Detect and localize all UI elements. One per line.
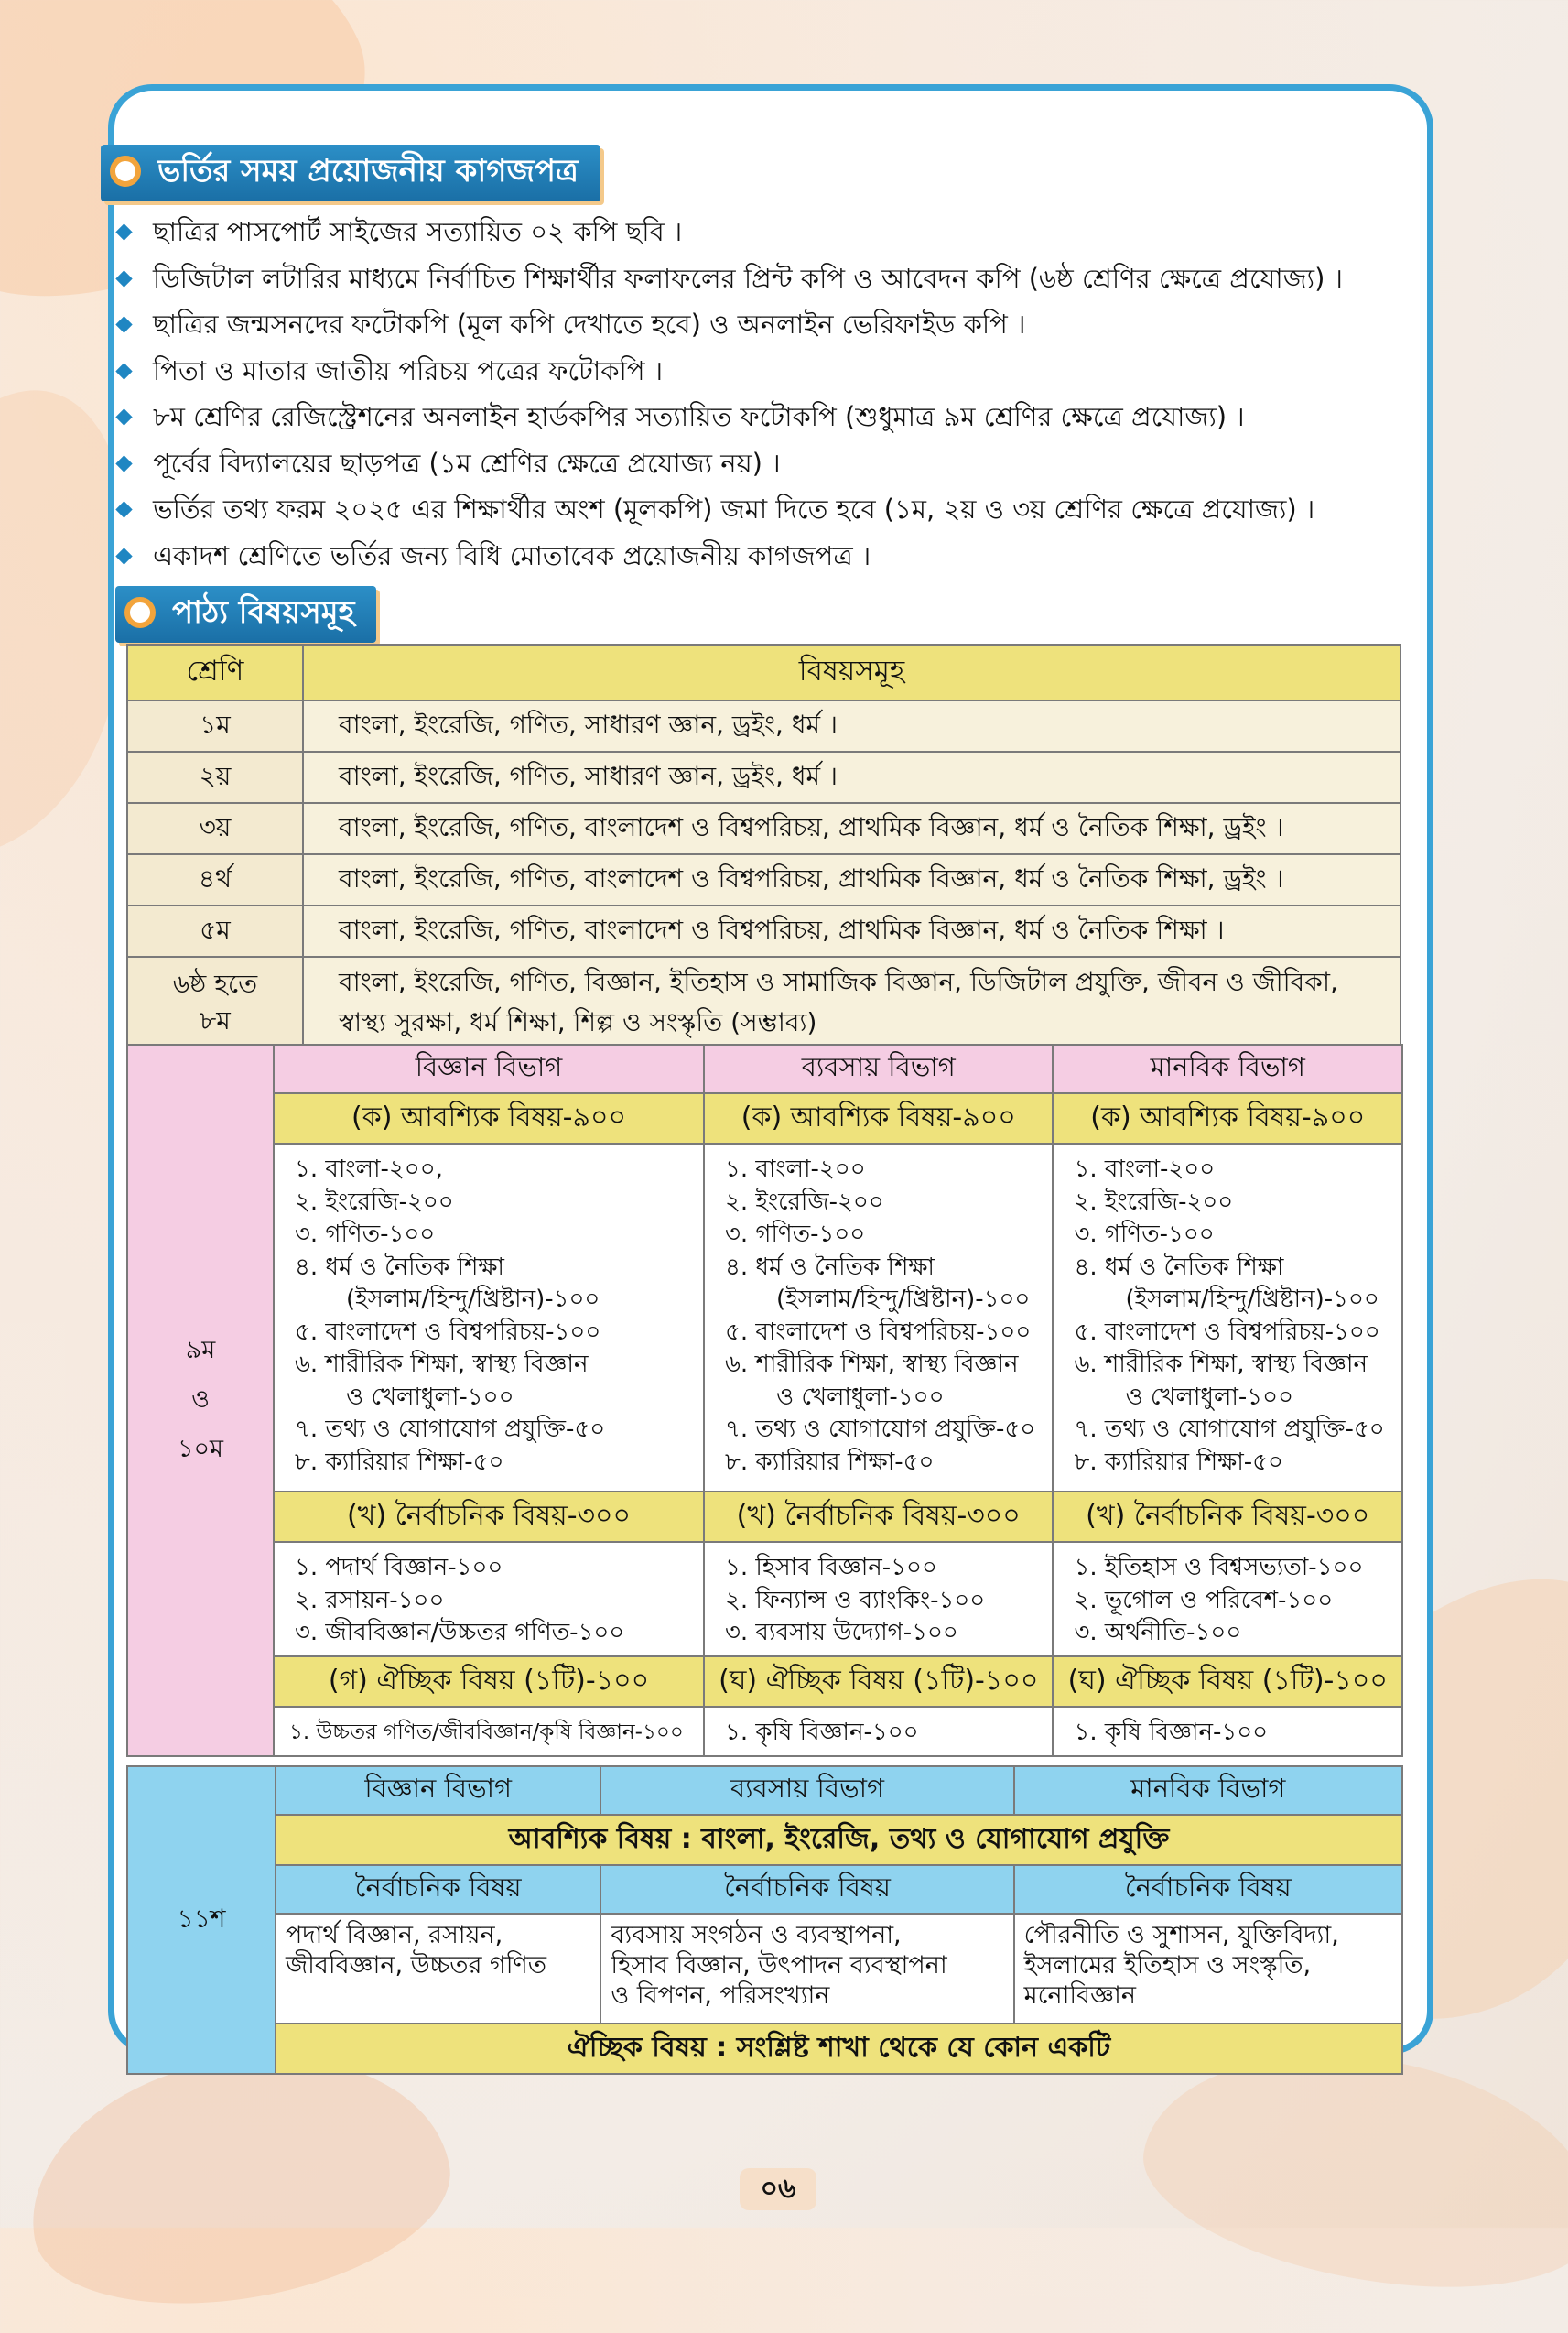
subjects-cell: বাংলা, ইংরেজি, গণিত, বাংলাদেশ ও বিশ্বপরিচয়, প্রাথমিক বিজ্ঞান, ধর্ম ও নৈতিক শিক্ষা, ড্রইং । bbox=[303, 854, 1400, 906]
bullet-ring-icon bbox=[110, 156, 141, 187]
list-item: ছাত্রির পাসপোর্ট সাইজের সত্যায়িত ০২ কপি ছবি । bbox=[114, 209, 1423, 255]
list-item: ৮ম শ্রেণির রেজিস্ট্রেশনের অনলাইন হার্ডকপির সত্যায়িত ফটোকপি (শুধুমাত্র ৯ম শ্রেণির ক্ষেত্রে প্রযোজ্য) । bbox=[114, 394, 1423, 440]
table-row bbox=[127, 854, 1400, 906]
compulsory-list-business: ১. বাংলা-২০০ ২. ইংরেজি-২০০ ৩. গণিত-১০০ ৪. ধর্ম ও নৈতিক শিক্ষা (ইসলাম/হিন্দু/খ্রিষ্টান)-১০০ ৫. বাংলাদেশ ও বিশ্বপরিচয়-১০০ ৬. শারীরিক শিক্ষা, স্বাস্থ্য বিজ্ঞান ও খেলাধুলা-১০০ ৭. তথ্য ও যোগাযোগ প্রযুক্তি-৫০ ৮. ক্যারিয়ার শিক্ষা-৫০ bbox=[704, 1144, 1053, 1492]
diamond-bullet-icon bbox=[115, 363, 132, 379]
table-row bbox=[127, 700, 1400, 752]
heading-text: ভর্তির সময় প্রয়োজনীয় কাগজপত্র bbox=[157, 152, 579, 190]
optional-label-humanities: (ঘ) ঐচ্ছিক বিষয় (১টি)-১০০ bbox=[1053, 1656, 1402, 1707]
elective-list-business: ব্যবসায় সংগঠন ও ব্যবস্থাপনা, হিসাব বিজ্ঞান, উৎপাদন ব্যবস্থাপনা ও বিপণন, পরিসংখ্যান bbox=[600, 1914, 1013, 2024]
compulsory-label: (ক) আবশ্যিক বিষয়-৯০০ bbox=[704, 1093, 1053, 1144]
elective-label: (খ) নৈর্বাচনিক বিষয়-৩০০ bbox=[704, 1492, 1053, 1542]
elective-list-humanities: ১. ইতিহাস ও বিশ্বসভ্যতা-১০০ ২. ভূগোল ও পরিবেশ-১০০ ৩. অর্থনীতি-১০০ bbox=[1053, 1542, 1402, 1656]
class-cell: ৪র্থ bbox=[127, 854, 303, 906]
elective-label: নৈর্বাচনিক বিষয় bbox=[1014, 1865, 1402, 1914]
class-cell: ১ম bbox=[127, 700, 303, 752]
documents-list bbox=[114, 209, 1423, 579]
diamond-bullet-icon bbox=[115, 223, 132, 240]
table-header-row bbox=[127, 645, 1400, 700]
subjects-table-eleven bbox=[126, 1765, 1403, 2075]
diamond-bullet-icon bbox=[115, 501, 132, 517]
subjects-cell: বাংলা, ইংরেজি, গণিত, বাংলাদেশ ও বিশ্বপরিচয়, প্রাথমিক বিজ্ঞান, ধর্ম ও নৈতিক শিক্ষা । bbox=[303, 906, 1400, 957]
page-number: ০৬ bbox=[740, 2168, 816, 2210]
compulsory-label: (ক) আবশ্যিক বিষয়-৯০০ bbox=[1053, 1093, 1402, 1144]
table-row bbox=[127, 957, 1400, 1048]
list-item: ভর্তির তথ্য ফরম ২০২৫ এর শিক্ষার্থীর অংশ (মূলকপি) জমা দিতে হবে (১ম, ২য় ও ৩য় শ্রেণির ক্ষেত্রে প্রযোজ্য) । bbox=[114, 486, 1423, 533]
compulsory-list-humanities: ১. বাংলা-২০০ ২. ইংরেজি-২০০ ৩. গণিত-১০০ ৪. ধর্ম ও নৈতিক শিক্ষা (ইসলাম/হিন্দু/খ্রিষ্টান)-১০০ ৫. বাংলাদেশ ও বিশ্বপরিচয়-১০০ ৬. শারীরিক শিক্ষা, স্বাস্থ্য বিজ্ঞান ও খেলাধুলা-১০০ ৭. তথ্য ও যোগাযোগ প্রযুক্তি-৫০ ৮. ক্যারিয়ার শিক্ষা-৫০ bbox=[1053, 1144, 1402, 1492]
dept-business: ব্যবসায় বিভাগ bbox=[600, 1766, 1013, 1815]
diamond-bullet-icon bbox=[115, 408, 132, 425]
subjects-cell: বাংলা, ইংরেজি, গণিত, বাংলাদেশ ও বিশ্বপরিচয়, প্রাথমিক বিজ্ঞান, ধর্ম ও নৈতিক শিক্ষা, ড্রইং । bbox=[303, 803, 1400, 854]
dept-humanities: মানবিক বিভাগ bbox=[1053, 1045, 1402, 1093]
optional-business: ১. কৃষি বিজ্ঞান-১০০ bbox=[704, 1707, 1053, 1756]
elective-label: নৈর্বাচনিক বিষয় bbox=[276, 1865, 600, 1914]
list-item: পূর্বের বিদ্যালয়ের ছাড়পত্র (১ম শ্রেণির ক্ষেত্রে প্রযোজ্য নয়) । bbox=[114, 440, 1423, 487]
subjects-cell: বাংলা, ইংরেজি, গণিত, সাধারণ জ্ঞান, ড্রইং, ধর্ম । bbox=[303, 700, 1400, 752]
optional-humanities: ১. কৃষি বিজ্ঞান-১০০ bbox=[1053, 1707, 1402, 1756]
subjects-cell: বাংলা, ইংরেজি, গণিত, সাধারণ জ্ঞান, ড্রইং, ধর্ম । bbox=[303, 752, 1400, 803]
compulsory-label: (ক) আবশ্যিক বিষয়-৯০০ bbox=[274, 1093, 704, 1144]
diamond-bullet-icon bbox=[115, 455, 132, 472]
list-item: পিতা ও মাতার জাতীয় পরিচয় পত্রের ফটোকপি । bbox=[114, 348, 1423, 395]
table-row bbox=[127, 803, 1400, 854]
subjects-cell: বাংলা, ইংরেজি, গণিত, বিজ্ঞান, ইতিহাস ও সামাজিক বিজ্ঞান, ডিজিটাল প্রযুক্তি, জীবন ও জীবিকা, স্বাস্থ্য সুরক্ষা, ধর্ম শিক্ষা, শিল্প ও সংস্কৃতি (সম্ভাব্য) bbox=[303, 957, 1400, 1048]
diamond-bullet-icon bbox=[115, 270, 132, 287]
class-label-eleven: ১১শ bbox=[127, 1766, 276, 2074]
list-item: ডিজিটাল লটারির মাধ্যমে নির্বাচিত শিক্ষার্থীর ফলাফলের প্রিন্ট কপি ও আবেদন কপি (৬ষ্ঠ শ্রেণির ক্ষেত্রে প্রযোজ্য) । bbox=[114, 255, 1423, 302]
optional-subject: ঐচ্ছিক বিষয় : সংশ্লিষ্ট শাখা থেকে যে কোন একটি bbox=[276, 2024, 1402, 2074]
diamond-bullet-icon bbox=[115, 316, 132, 332]
header-class: শ্রেণি bbox=[127, 645, 303, 700]
elective-list-humanities: পৌরনীতি ও সুশাসন, যুক্তিবিদ্যা, ইসলামের ইতিহাস ও সংস্কৃতি, মনোবিজ্ঞান bbox=[1014, 1914, 1402, 2024]
header-subjects: বিষয়সমূহ bbox=[303, 645, 1400, 700]
bullet-ring-icon bbox=[124, 597, 156, 628]
section-heading-subjects bbox=[115, 586, 376, 643]
dept-science: বিজ্ঞান বিভাগ bbox=[274, 1045, 704, 1093]
elective-list-science: পদার্থ বিজ্ঞান, রসায়ন, জীববিজ্ঞান, উচ্চতর গণিত bbox=[276, 1914, 600, 2024]
elective-list-science: ১. পদার্থ বিজ্ঞান-১০০ ২. রসায়ন-১০০ ৩. জীববিজ্ঞান/উচ্চতর গণিত-১০০ bbox=[274, 1542, 704, 1656]
subjects-table-nine-ten bbox=[126, 1044, 1403, 1757]
list-item: ছাত্রির জন্মসনদের ফটোকপি (মূল কপি দেখাতে হবে) ও অনলাইন ভেরিফাইড কপি । bbox=[114, 301, 1423, 348]
list-item: একাদশ শ্রেণিতে ভর্তির জন্য বিধি মোতাবেক প্রয়োজনীয় কাগজপত্র । bbox=[114, 533, 1423, 580]
table-row bbox=[127, 906, 1400, 957]
dept-humanities: মানবিক বিভাগ bbox=[1014, 1766, 1402, 1815]
optional-science: ১. উচ্চতর গণিত/জীববিজ্ঞান/কৃষি বিজ্ঞান-১০০ bbox=[274, 1707, 704, 1756]
heading-text: পাঠ্য বিষয়সমূহ bbox=[172, 593, 355, 631]
diamond-bullet-icon bbox=[115, 548, 132, 564]
dept-science: বিজ্ঞান বিভাগ bbox=[276, 1766, 600, 1815]
elective-label: (খ) নৈর্বাচনিক বিষয়-৩০০ bbox=[1053, 1492, 1402, 1542]
class-label-nine-ten: ৯ম ও ১০ম bbox=[127, 1045, 274, 1756]
elective-label: (খ) নৈর্বাচনিক বিষয়-৩০০ bbox=[274, 1492, 704, 1542]
table-row bbox=[127, 752, 1400, 803]
class-cell: ২য় bbox=[127, 752, 303, 803]
optional-label-science: (গ) ঐচ্ছিক বিষয় (১টি)-১০০ bbox=[274, 1656, 704, 1707]
compulsory-subjects: আবশ্যিক বিষয় : বাংলা, ইংরেজি, তথ্য ও যোগাযোগ প্রযুক্তি bbox=[276, 1815, 1402, 1865]
elective-label: নৈর্বাচনিক বিষয় bbox=[600, 1865, 1013, 1914]
class-cell: ৫ম bbox=[127, 906, 303, 957]
class-cell: ৩য় bbox=[127, 803, 303, 854]
elective-list-business: ১. হিসাব বিজ্ঞান-১০০ ২. ফিন্যান্স ও ব্যাংকিং-১০০ ৩. ব্যবসায় উদ্যোগ-১০০ bbox=[704, 1542, 1053, 1656]
section-heading-documents bbox=[101, 145, 600, 201]
compulsory-list-science: ১. বাংলা-২০০, ২. ইংরেজি-২০০ ৩. গণিত-১০০ ৪. ধর্ম ও নৈতিক শিক্ষা (ইসলাম/হিন্দু/খ্রিষ্টান)-১০০ ৫. বাংলাদেশ ও বিশ্বপরিচয়-১০০ ৬. শারীরিক শিক্ষা, স্বাস্থ্য বিজ্ঞান ও খেলাধুলা-১০০ ৭. তথ্য ও যোগাযোগ প্রযুক্তি-৫০ ৮. ক্যারিয়ার শিক্ষা-৫০ bbox=[274, 1144, 704, 1492]
dept-business: ব্যবসায় বিভাগ bbox=[704, 1045, 1053, 1093]
optional-label-business: (ঘ) ঐচ্ছিক বিষয় (১টি)-১০০ bbox=[704, 1656, 1053, 1707]
class-cell: ৬ষ্ঠ হতে ৮ম bbox=[127, 957, 303, 1048]
subjects-table-primary bbox=[126, 644, 1401, 1049]
